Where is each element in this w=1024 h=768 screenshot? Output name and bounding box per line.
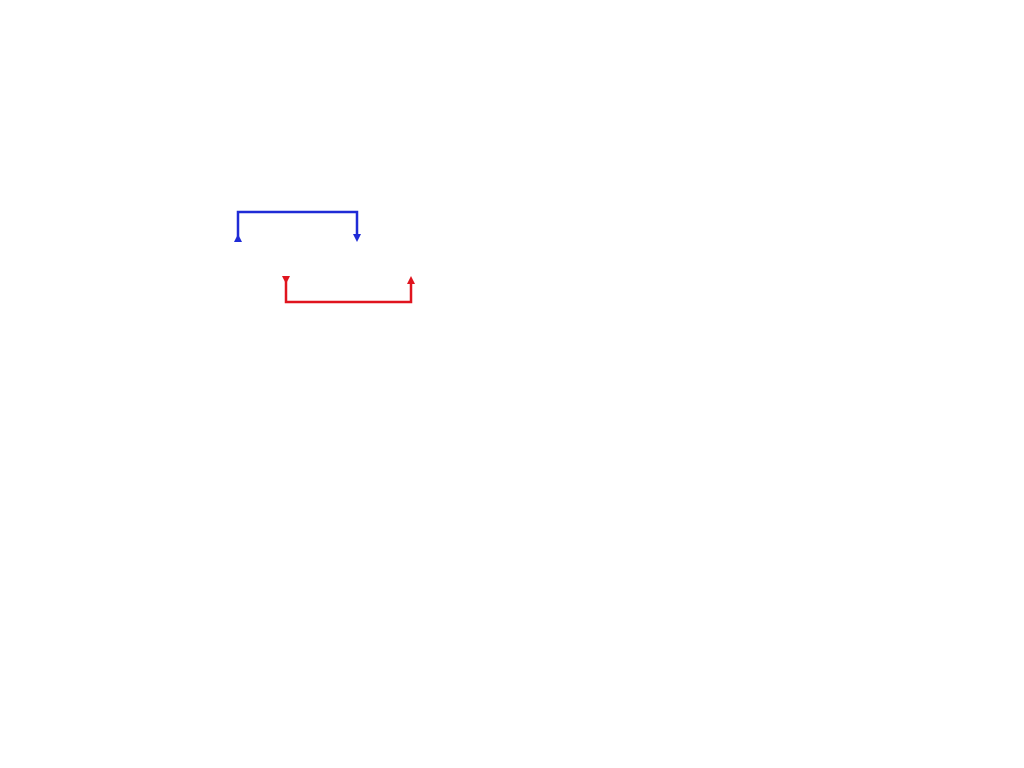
example-equation bbox=[200, 240, 236, 283]
x-terms-arrow bbox=[238, 212, 357, 238]
constant-terms-arrow bbox=[286, 280, 411, 302]
